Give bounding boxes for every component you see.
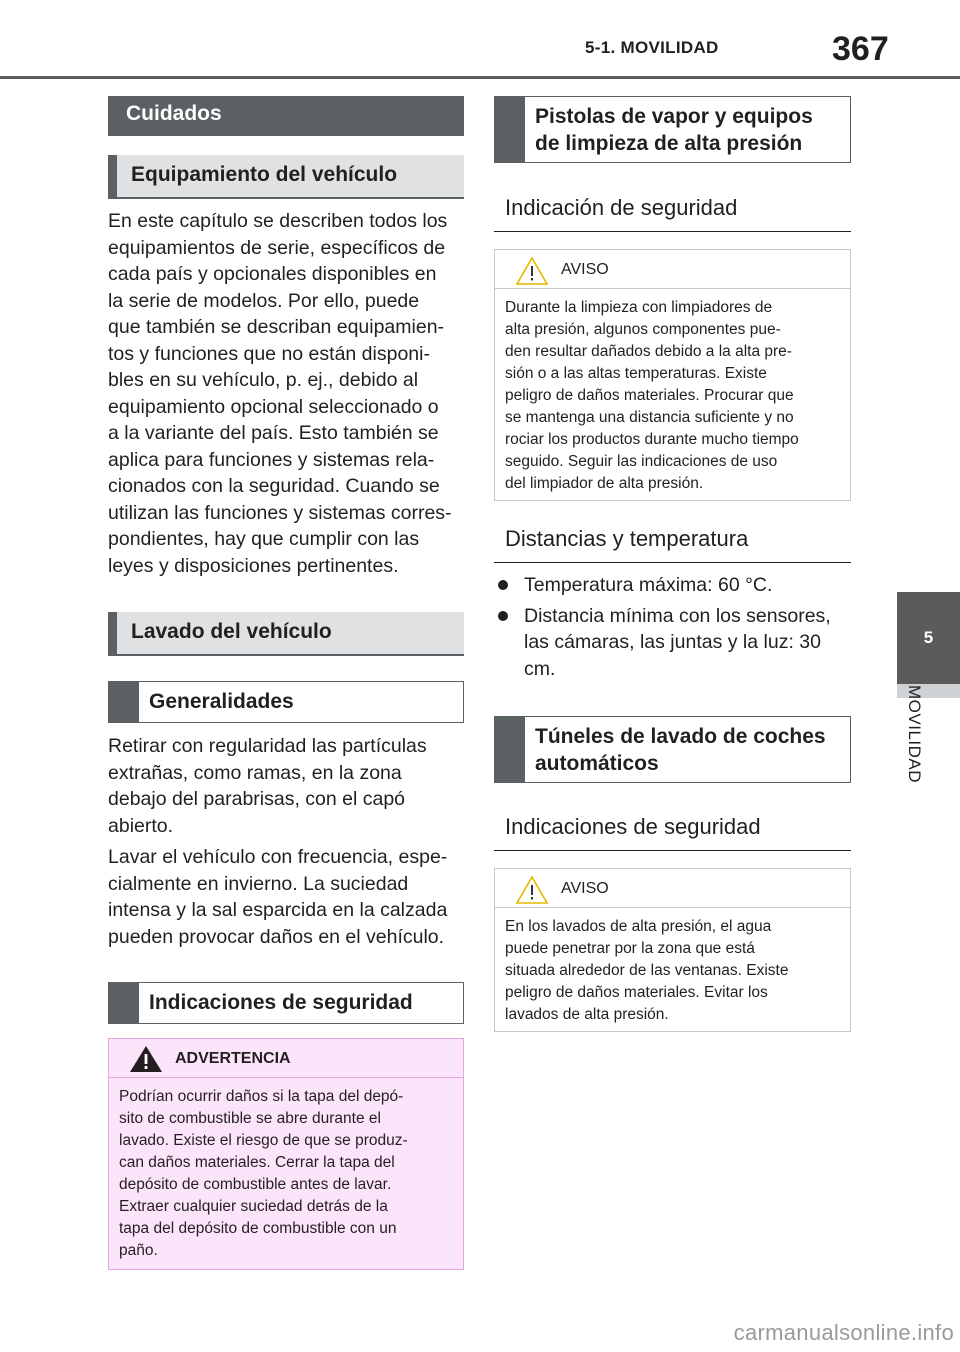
list-item: Distancia mínima con los sensores, las cámaras, las juntas y la luz: 30 cm. [498, 603, 853, 683]
header-rule [0, 76, 960, 79]
heading-generalidades [108, 681, 464, 723]
heading-tuneles [494, 716, 851, 783]
generalidades-text: Retirar con regularidad las partículas extrañas, como ramas, en la zona debajo del parabrisas, con el capó abierto. Lavar el vehículo con frecuencia, espe- cialmente en invierno. La suciedad intensa y la sal esparcida en la calzada pueden provocar daños en el vehículo. [108, 735, 448, 948]
chapter-label: MOVILIDAD [905, 685, 924, 784]
caution-triangle-icon [515, 875, 549, 905]
page-number: 367 [832, 30, 889, 68]
aviso-title-1: AVISO [561, 261, 609, 278]
aviso-title-2: AVISO [561, 880, 609, 897]
heading-pistolas [494, 96, 851, 163]
heading-tuneles-text: Túneles de lavado de coches automáticos [535, 725, 826, 775]
caution-triangle-icon [515, 256, 549, 286]
heading-indicaciones-text: Indicaciones de seguridad [149, 991, 413, 1014]
chapter-number: 5 [923, 628, 934, 647]
watermark: carmanualsonline.info [733, 1320, 954, 1345]
list-item: Temperatura máxima: 60 °C. [498, 572, 853, 599]
bullet-icon [498, 580, 508, 590]
aviso-box-2 [494, 868, 851, 1032]
heading-equipamiento: Equipamiento del vehículo [108, 155, 464, 199]
section-title: 5-1. MOVILIDAD [585, 38, 719, 57]
heading-lavado: Lavado del vehículo [108, 612, 464, 656]
heading-cuidados: Cuidados [108, 96, 464, 136]
aviso-body-1: Durante la limpieza con limpiadores de alta presión, algunos componentes pue- den resultar dañados debido a la alta pre- sión o a las altas temperaturas. Existe peligro de daños materiales. Procurar que se mantenga una distancia suficiente y no rociar los productos durante mucho tiempo seguido. Seguir las indicaciones de uso del limpiador de alta presión. [505, 299, 799, 492]
heading-indicacion-seguridad: Indicación de seguridad [494, 195, 851, 232]
heading-distancias: Distancias y temperatura [494, 526, 851, 563]
heading-bar [495, 97, 525, 162]
heading-bar [109, 682, 139, 722]
aviso-body-2: En los lavados de alta presión, el agua puede penetrar por la zona que está situada alrededor de las ventanas. Existe peligro de daños materiales. Evitar los lavados de alta presión. [505, 918, 789, 1023]
aviso-box-1 [494, 249, 851, 501]
warning-triangle-icon [129, 1045, 163, 1073]
chapter-tab [897, 592, 960, 684]
advertencia-box [108, 1038, 464, 1270]
advertencia-body: Podrían ocurrir daños si la tapa del depó- sito de combustible se abre durante el lavado. Existe el riesgo de que se produz- can daños materiales. Cerrar la tapa del depósito de combustible antes de lavar. Extraer cualquier suciedad detrás de la tapa del depósito de combustible con un paño. [119, 1088, 408, 1259]
heading-indicaciones-2: Indicaciones de seguridad [494, 814, 851, 851]
bullet-icon [498, 611, 508, 621]
aviso-header-2 [495, 869, 850, 908]
distancias-list [498, 572, 853, 682]
heading-pistolas-text: Pistolas de vapor y equipos de limpieza de alta presión [535, 105, 813, 155]
heading-bar [495, 717, 525, 782]
advertencia-header [109, 1039, 463, 1078]
heading-indicaciones [108, 982, 464, 1024]
equipamiento-text: En este capítulo se describen todos los equipamientos de serie, específicos de cada país y opcionales disponibles en la serie de modelos. Por ello, puede que también se describan equipamien- tos y funciones que no están disponi- bles en su vehículo, p. ej., debido al equipamiento opcional seleccionado o a la variante del país. Esto también se aplica para funciones y sistemas rela- cionados con la seguridad. Cuando se utilizan las funciones y sistemas corres- pondientes, hay que cumplir con las leyes y disposiciones pertinentes. [108, 210, 452, 577]
heading-generalidades-text: Generalidades [149, 690, 294, 713]
advertencia-title: ADVERTENCIA [175, 1050, 291, 1067]
chapter-label-box [900, 685, 930, 805]
aviso-header-1 [495, 250, 850, 289]
heading-bar [109, 983, 139, 1023]
